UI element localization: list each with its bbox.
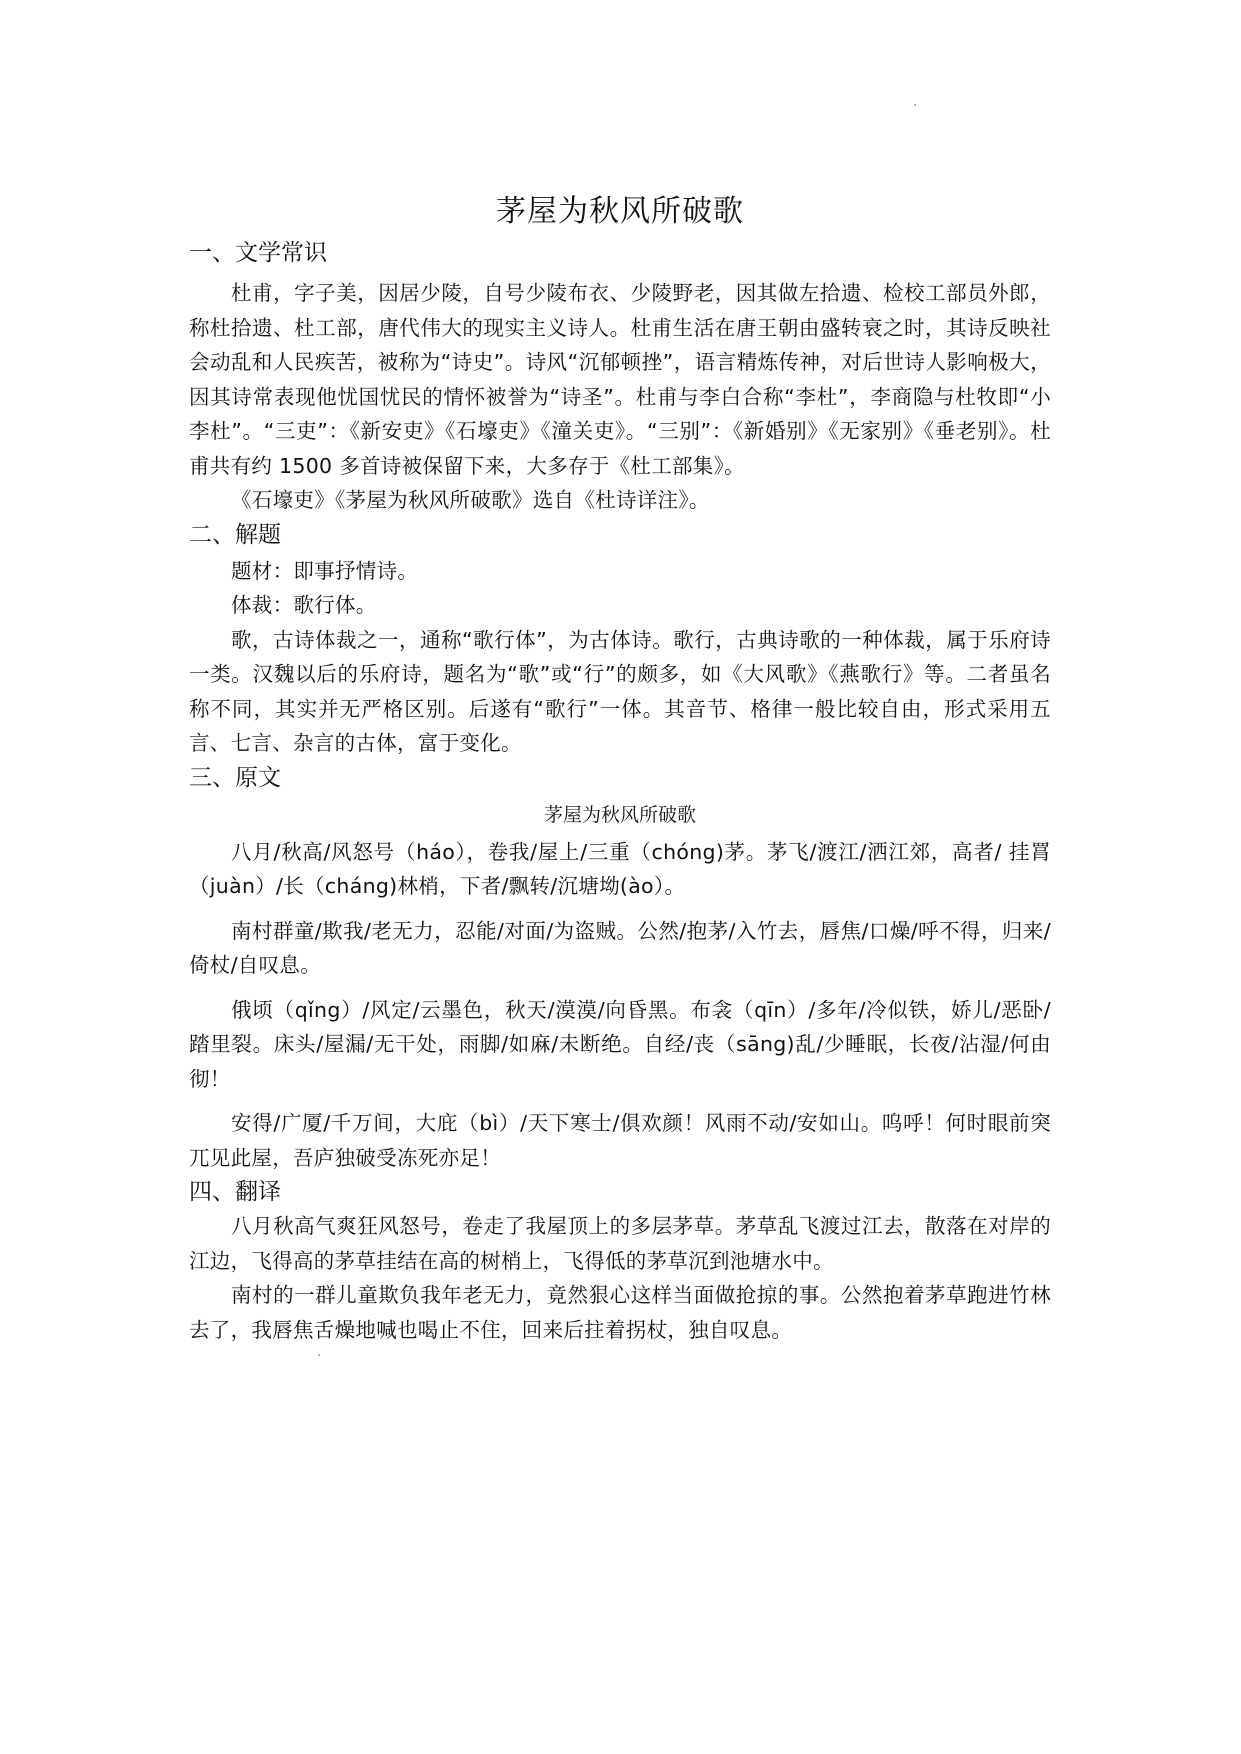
section-heading: 三、原文 [189,764,281,791]
poem-title: 茅屋为秋风所破歌 [543,803,696,826]
section-heading: 四、翻译 [189,1179,281,1205]
document-title: 茅屋为秋风所破歌 [496,194,744,229]
section-translation [189,1175,1051,1347]
document-page [189,190,1051,1347]
section-title-explanation [189,518,1051,761]
poem-stanza: 八月/秋高/风怒号（háo），卷我/屋上/三重（chóng)茅。茅飞/渡江/洒江郊，高者/ 挂罥（juàn）/长（cháng)林梢，下者/飘转/沉塘坳(ào）。 [189,839,1051,898]
poem-stanza: 俄顷（qǐng）/风定/云墨色，秋天/漠漠/向昏黑。布衾（qīn）/多年/冷似铁，娇儿/恶卧/踏里裂。床头/屋漏/无干处，雨脚/如麻/未断绝。自经/丧（sāng)乱/少睡眠，长夜/沾湿/何由彻！ [189,997,1051,1091]
scan-speck [914,104,916,106]
section-heading: 一、文学常识 [189,240,327,266]
poem-stanza: 南村群童/欺我/老无力，忍能/对面/为盗贼。公然/抱茅/入竹去，唇焦/口燥/呼不得，归来/倚杖/自叹息。 [189,918,1051,977]
poem-stanza: 安得/广厦/千万间，大庇（bì）/天下寒士/俱欢颜！风雨不动/安如山。呜呼！何时眼前突兀见此屋，吾庐独破受冻死亦足！ [189,1111,1051,1170]
paragraph: 南村的一群儿童欺负我年老无力，竟然狠心这样当面做抢掠的事。公然抱着茅草跑进竹林去了，我唇焦舌燥地喊也喝止不住，回来后拄着拐杖，独自叹息。 [189,1283,1051,1342]
paragraph: 八月秋高气爽狂风怒号，卷走了我屋顶上的多层茅草。茅草乱飞渡过江去，散落在对岸的江边，飞得高的茅草挂结在高的树梢上，飞得低的茅草沉到池塘水中。 [189,1214,1051,1273]
section-original-text [189,761,1051,1176]
section-heading: 二、解题 [189,521,281,548]
paragraph: 《石壕吏》《茅屋为秋风所破歌》选自《杜诗详注》。 [231,488,710,512]
section-literary-knowledge [189,236,1051,518]
paragraph: 体裁：歌行体。 [231,593,377,617]
scan-speck [318,1354,320,1356]
paragraph: 杜甫，字子美，因居少陵，自号少陵布衣、少陵野老，因其做左拾遗、检校工部员外郎，称杜拾遗、杜工部，唐代伟大的现实主义诗人。杜甫生活在唐王朝由盛转衰之时，其诗反映社会动乱和人民疾苦，被称为“诗史”。诗风“沉郁顿挫”，语言精炼传神，对后世诗人影响极大，因其诗常表现他忧国忧民的情怀被誉为“诗圣”。杜甫与李白合称“李杜”，李商隐与杜牧即“小李杜”。“三吏”：《新安吏》《石壕吏》《潼关吏》。“三别”：《新婚别》《无家别》《垂老别》。杜甫共有约 1500 多首诗被保留下来，大多存于《杜工部集》。 [189,281,1051,478]
paragraph: 题材：即事抒情诗。 [231,558,419,583]
paragraph: 歌，古诗体裁之一，通称“歌行体”，为古体诗。歌行，古典诗歌的一种体裁，属于乐府诗一类。汉魏以后的乐府诗，题名为“歌”或“行”的颇多，如《大风歌》《燕歌行》等。二者虽名称不同，其实并无严格区别。后遂有“歌行”一体。其音节、格律一般比较自由，形式采用五言、七言、杂言的古体，富于变化。 [189,627,1051,755]
